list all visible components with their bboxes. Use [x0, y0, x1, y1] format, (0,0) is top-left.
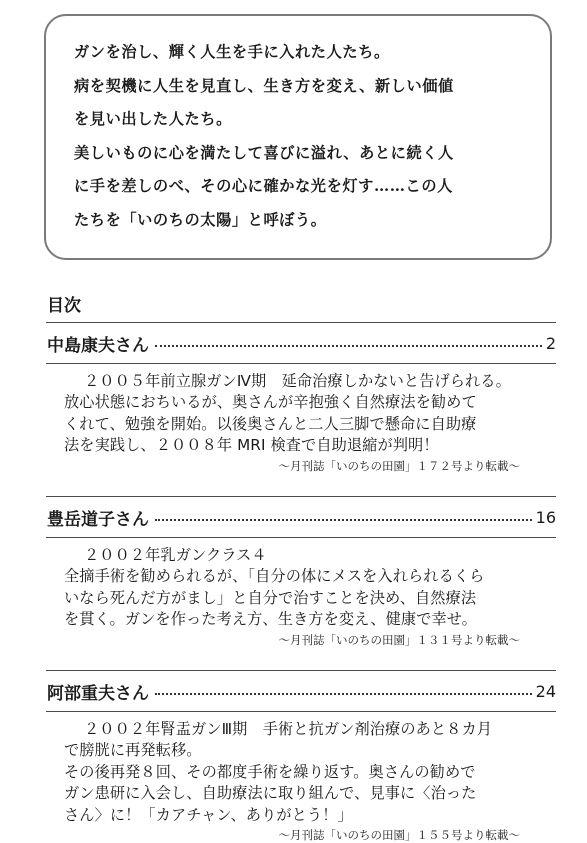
- description-line: いなら死んだ方がまし」と自分で治すことを決め、自然療法: [64, 588, 477, 607]
- description-line: ガン患研に入会し、自助療法に取り組んで、見事に〈治った: [64, 784, 477, 803]
- toc-entry-name[interactable]: 中島康夫さん: [47, 335, 149, 356]
- toc-entry-description: [46, 538, 556, 648]
- description-line: くれて、勉強を開始。以後奥さんと二人三脚で懸命に自助療: [64, 414, 477, 433]
- description-line: で膀胱に再発転移。: [64, 741, 202, 760]
- toc-entry-page-number[interactable]: 16: [535, 507, 556, 527]
- toc-entry-page-number[interactable]: 24: [535, 681, 556, 701]
- description-line: ２００５年前立腺ガンⅣ期 延命治療しかないと告げられる。: [84, 372, 511, 390]
- toc-entry-page-number[interactable]: 2: [545, 333, 556, 353]
- intro-line: に手を差しのべ、その心に確かな光を灯す……この人: [74, 177, 453, 196]
- toc-entry-name[interactable]: 阿部重夫さん: [47, 683, 149, 704]
- intro-line: たちを「いのちの太陽」と呼ぼう。: [74, 210, 327, 229]
- intro-line: を見い出した人たち。: [74, 110, 232, 129]
- toc-entry-name[interactable]: 豊岳道子さん: [47, 509, 149, 530]
- source-note: ～月刊誌「いのちの田園」１７２号より転載～: [278, 458, 520, 473]
- toc-entry-description: [46, 364, 556, 474]
- toc-entry-toyooka: [46, 496, 556, 648]
- source-note: ～月刊誌「いのちの田園」１５５号より転載～: [278, 828, 520, 843]
- intro-line: 病を契機に人生を見直し、生き方を変え、新しい価値: [74, 76, 454, 95]
- dotted-leader: [155, 519, 532, 521]
- dotted-leader: [155, 693, 532, 695]
- source-note: ～月刊誌「いのちの田園」１３１号より転載～: [278, 632, 520, 647]
- toc-entry-header[interactable]: [46, 670, 556, 712]
- toc-entry-header[interactable]: [46, 322, 556, 364]
- description-line: 法を実践し、２００８年 MRI 検査で自助退縮が判明！: [64, 436, 439, 455]
- description-line: さん〉に！「カアチャン、ありがとう！」: [64, 805, 353, 824]
- toc-heading: 目次: [47, 296, 81, 316]
- toc-entry-description: [46, 712, 556, 843]
- description-line: を貫く。ガンを作った考え方、生き方を変え、健康で幸せ。: [64, 610, 477, 629]
- toc-entry-abe: [46, 670, 556, 843]
- toc-entry-nakajima: [46, 322, 556, 474]
- dotted-leader: [155, 345, 542, 347]
- description-line: 全摘手術を勧められるが、「自分の体にメスを入れられるくら: [64, 567, 485, 586]
- description-line: その後再発８回、その都度手術を繰り返す。奥さんの勧めで: [64, 762, 476, 781]
- description-line: ２００２年腎盂ガンⅢ期 手術と抗ガン剤治療のあと８カ月: [84, 720, 493, 738]
- description-line: ２００２年乳ガンクラス４: [84, 546, 267, 564]
- intro-box: [44, 14, 552, 260]
- toc-entry-header[interactable]: [46, 496, 556, 538]
- intro-line: 美しいものに心を満たして喜びに溢れ、あとに続く人: [74, 143, 454, 162]
- intro-line: ガンを治し、輝く人生を手に入れた人たち。: [74, 43, 390, 61]
- description-line: 放心状態におちいるが、奥さんが辛抱強く自然療法を勧めて: [64, 393, 477, 412]
